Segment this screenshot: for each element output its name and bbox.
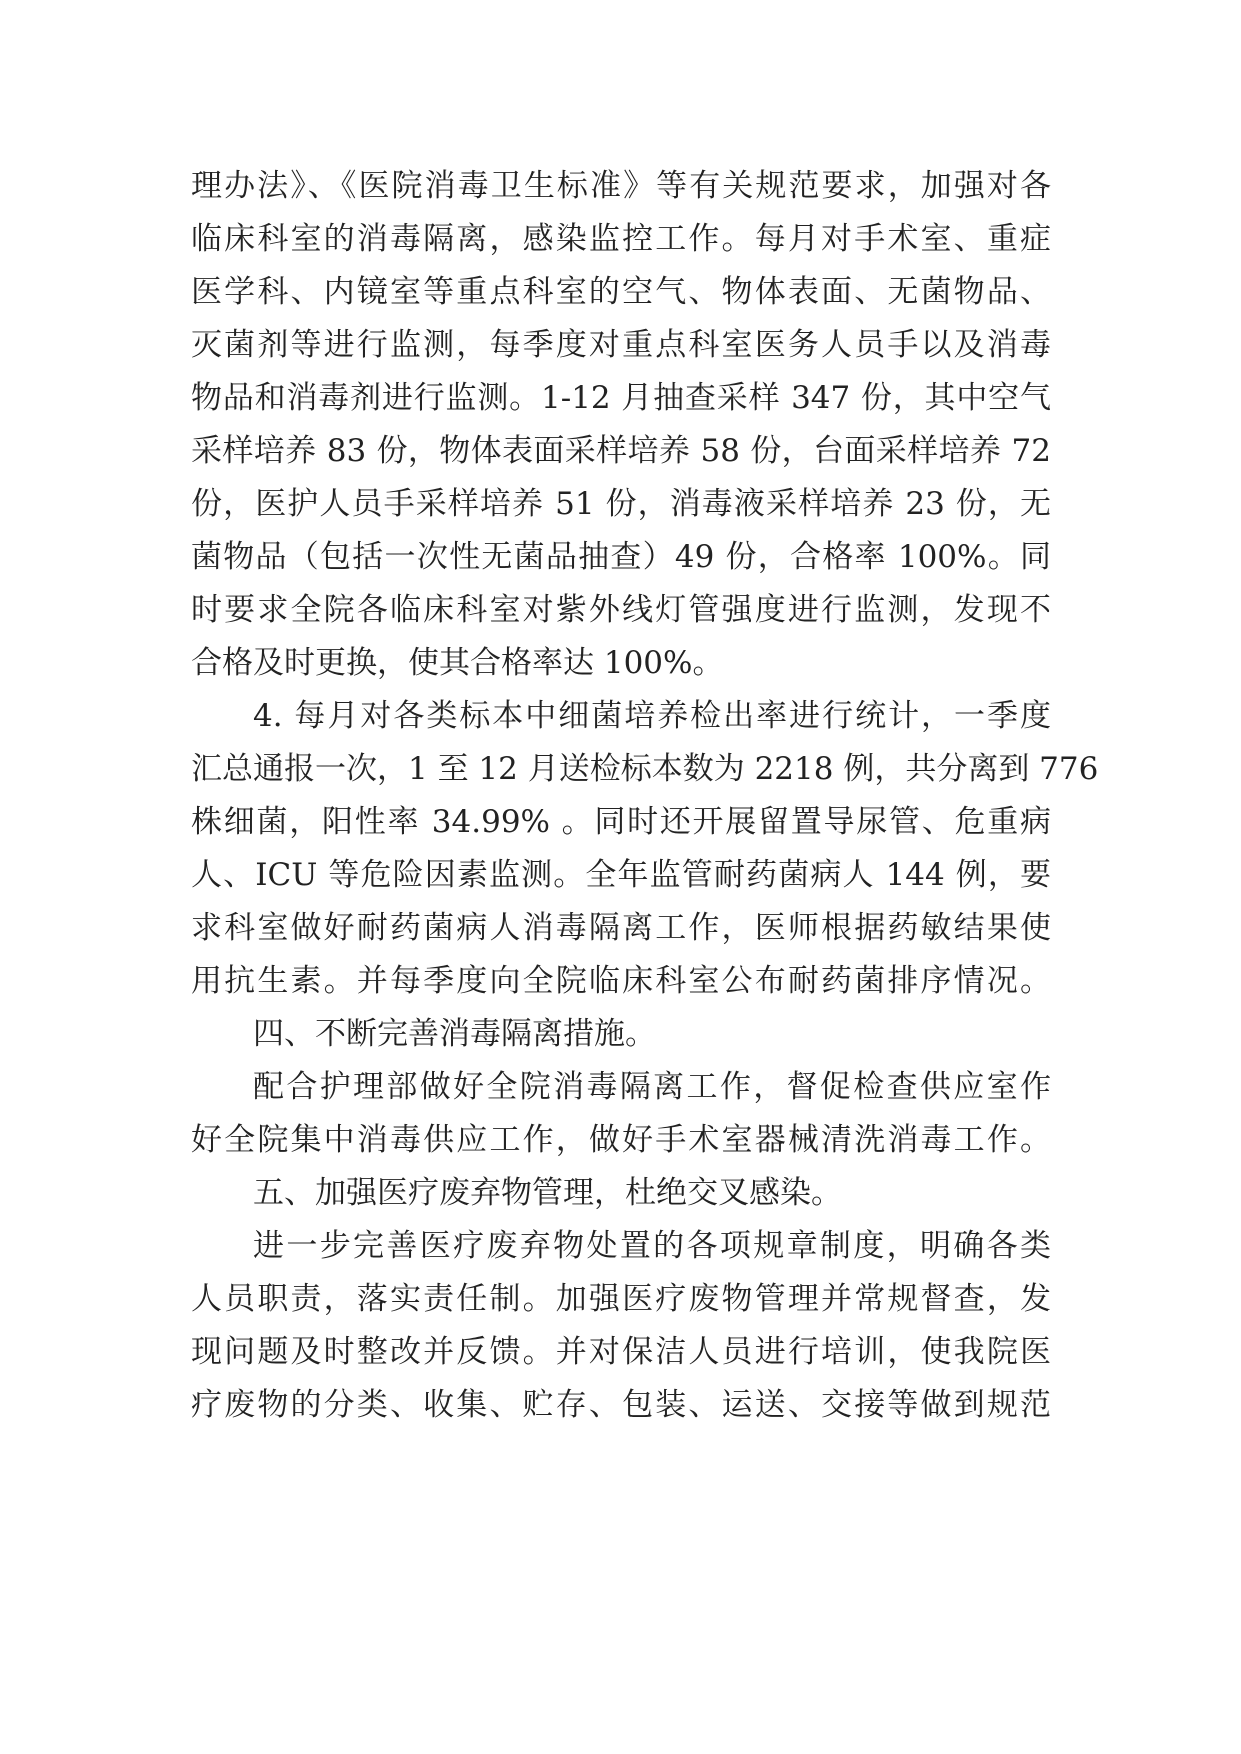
- text-line: 菌物品（包括一次性无菌品抽查）49 份，合格率 100%。同: [191, 539, 1051, 575]
- text-line: 汇总通报一次，1 至 12 月送检标本数为 2218 例，共分离到 776: [191, 751, 1099, 787]
- section-heading-5: 五、加强医疗废弃物管理，杜绝交叉感染。: [253, 1175, 842, 1211]
- text-line: 临床科室的消毒隔离，感染监控工作。每月对手术室、重症: [191, 221, 1051, 257]
- paragraph-start: 配合护理部做好全院消毒隔离工作，督促检查供应室作: [253, 1069, 1051, 1105]
- text-line: 人、ICU 等危险因素监测。全年监管耐药菌病人 144 例，要: [191, 857, 1051, 893]
- text-line: 物品和消毒剂进行监测。1-12 月抽查采样 347 份，其中空气: [191, 380, 1051, 416]
- text-line: 求科室做好耐药菌病人消毒隔离工作，医师根据药敏结果使: [191, 910, 1051, 946]
- text-line: 采样培养 83 份，物体表面采样培养 58 份，台面采样培养 72: [191, 433, 1051, 469]
- text-line: 时要求全院各临床科室对紫外线灯管强度进行监测，发现不: [191, 592, 1051, 628]
- text-line: 医学科、内镜室等重点科室的空气、物体表面、无菌物品、: [191, 274, 1051, 310]
- text-line: 好全院集中消毒供应工作，做好手术室器械清洗消毒工作。: [191, 1122, 1051, 1158]
- numbered-paragraph-start: 4. 每月对各类标本中细菌培养检出率进行统计，一季度: [253, 698, 1051, 734]
- section-heading-4: 四、不断完善消毒隔离措施。: [253, 1016, 656, 1052]
- text-line: 理办法》、《医院消毒卫生标准》等有关规范要求，加强对各: [191, 168, 1051, 204]
- text-line: 现问题及时整改并反馈。并对保洁人员进行培训，使我院医: [191, 1334, 1051, 1370]
- text-line: 疗废物的分类、收集、贮存、包装、运送、交接等做到规范: [191, 1387, 1051, 1423]
- text-line: 用抗生素。并每季度向全院临床科室公布耐药菌排序情况。: [191, 963, 1051, 999]
- text-line: 灭菌剂等进行监测，每季度对重点科室医务人员手以及消毒: [191, 327, 1051, 363]
- paragraph-start: 进一步完善医疗废弃物处置的各项规章制度，明确各类: [253, 1228, 1051, 1264]
- text-line: 合格及时更换，使其合格率达 100%。: [191, 645, 724, 681]
- text-line: 株细菌，阳性率 34.99% 。同时还开展留置导尿管、危重病: [191, 804, 1051, 840]
- document-body: [191, 160, 1099, 1432]
- text-line: 人员职责，落实责任制。加强医疗废物管理并常规督查，发: [191, 1281, 1051, 1317]
- text-line: 份，医护人员手采样培养 51 份，消毒液采样培养 23 份，无: [191, 486, 1051, 522]
